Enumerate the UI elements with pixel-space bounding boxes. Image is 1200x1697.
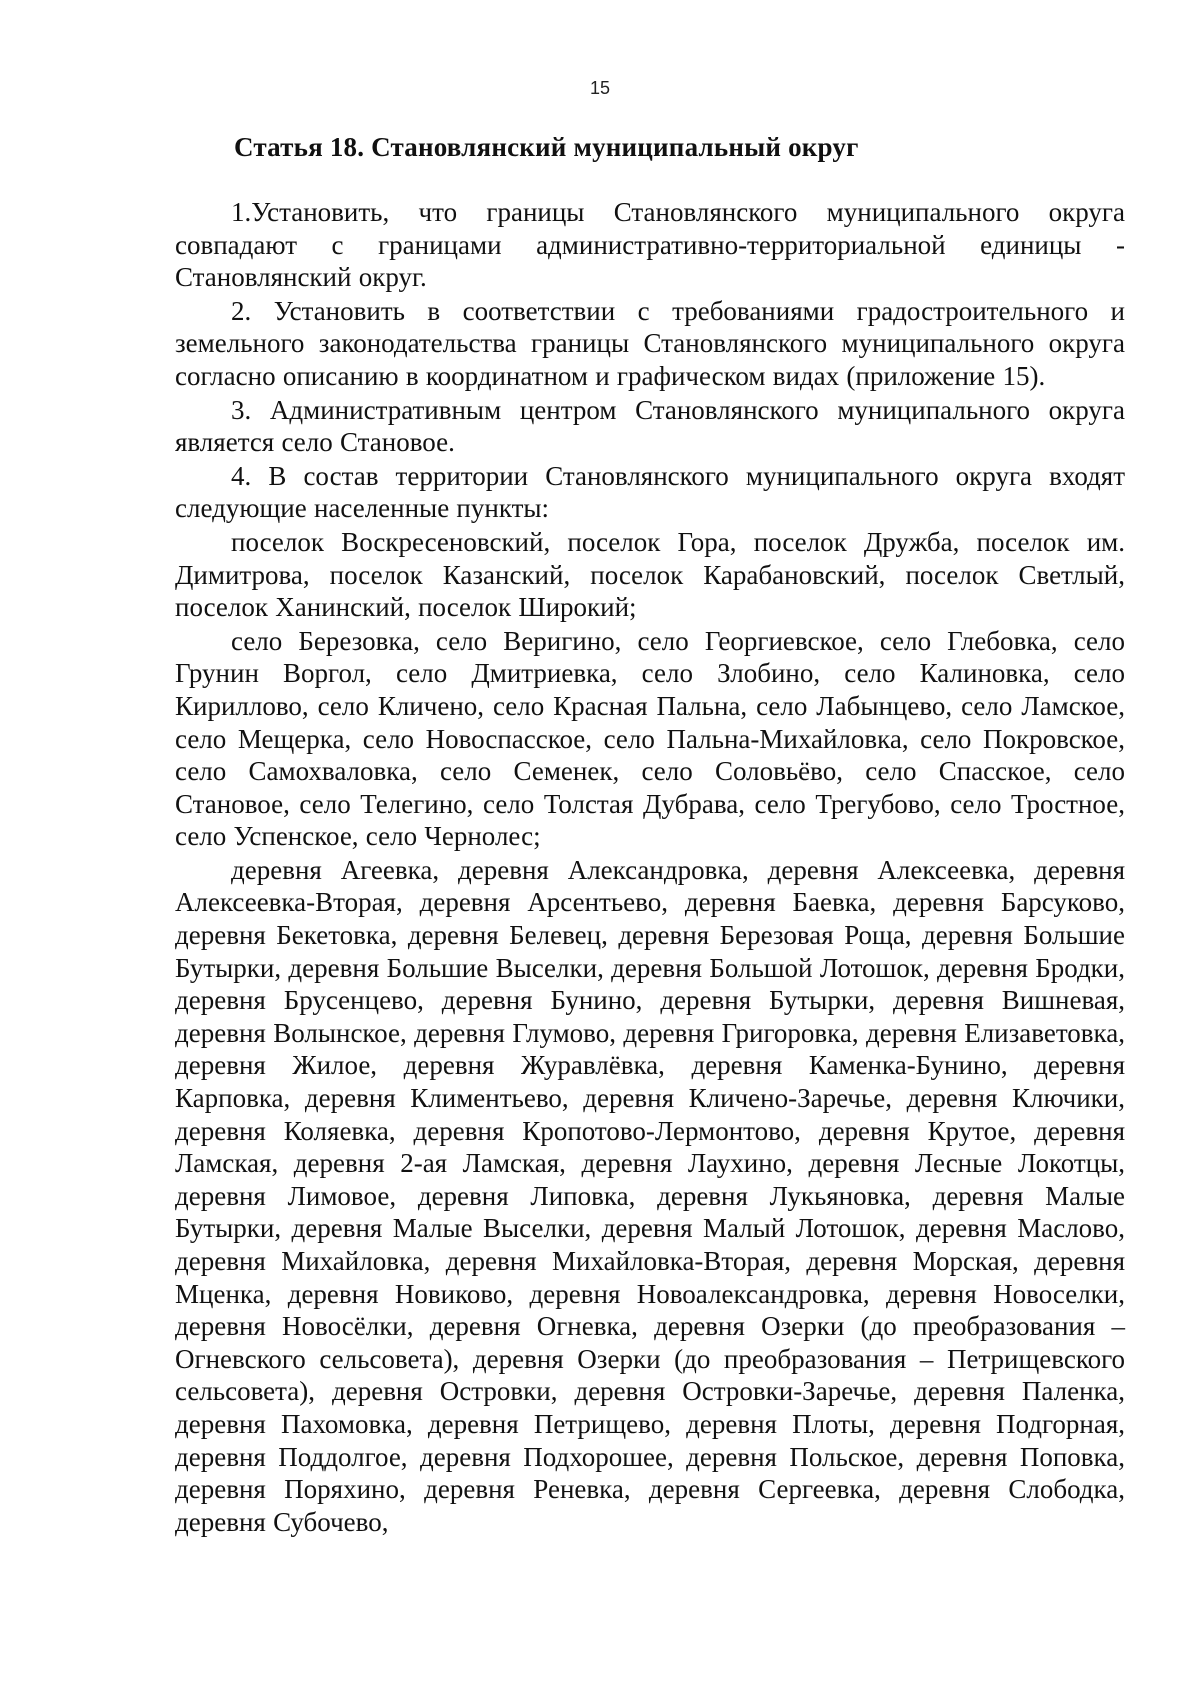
settlements-poselki: поселок Воскресеновский, поселок Гора, поселок Дружба, поселок им. Димитрова, поселок Казанский, поселок Карабановский, поселок Светлый, поселок Ханинский, поселок Широкий;	[175, 526, 1125, 623]
page-number: 15	[589, 78, 611, 98]
article-heading: Статья 18. Становлянский муниципальный округ	[234, 132, 859, 162]
paragraph-4: 4. В состав территории Становлянского муниципального округа входят следующие населенные пункты:	[175, 460, 1125, 524]
paragraph-2: 2. Установить в соответствии с требованиями градостроительного и земельного законодательства границы Становлянского муниципального округа согласно описанию в координатном и графическом видах (приложение 15).	[175, 295, 1125, 391]
article-body	[175, 196, 1125, 1538]
settlements-derevni: деревня Агеевка, деревня Александровка, деревня Алексеевка, деревня Алексеевка-Вторая, деревня Арсентьево, деревня Баевка, деревня Барсуково, деревня Бекетовка, деревня Белевец, деревня Березовая Роща, деревня Большие Бутырки, деревня Большие Выселки, деревня Большой Лотошок, деревня Бродки, деревня Брусенцево, деревня Бунино, деревня Бутырки, деревня Вишневая, деревня Волынское, деревня Глумово, деревня Григоровка, деревня Елизаветовка, деревня Жилое, деревня Журавлёвка, деревня Каменка-Бунино, деревня Карповка, деревня Климентьево, деревня Кличено-Заречье, деревня Ключики, деревня Коляевка, деревня Кропотово-Лермонтово, деревня Крутое, деревня Ламская, деревня 2-ая Ламская, деревня Лаухино, деревня Лесные Локотцы, деревня Лимовое, деревня Липовка, деревня Лукьяновка, деревня Малые Бутырки, деревня Малые Выселки, деревня Малый Лотошок, деревня Маслово, деревня Михайловка, деревня Михайловка-Вторая, деревня Морская, деревня Мценка, деревня Новиково, деревня Новоалександровка, деревня Новоселки, деревня Новосёлки, деревня Огневка, деревня Озерки (до преобразования – Огневского сельсовета), деревня Озерки (до преобразования – Петрищевского сельсовета), деревня Островки, деревня Островки-Заречье, деревня Паленка, деревня Пахомовка, деревня Петрищево, деревня Плоты, деревня Подгорная, деревня Поддолгое, деревня Подхорошее, деревня Польское, деревня Поповка, деревня Поряхино, деревня Реневка, деревня Сергеевка, деревня Слободка, деревня Субочево,	[175, 854, 1125, 1537]
paragraph-1: 1.Установить, что границы Становлянского муниципального округа совпадают с границами административно-территориальной единицы - Становлянский округ.	[175, 197, 1125, 293]
settlements-sela: село Березовка, село Веригино, село Георгиевское, село Глебовка, село Грунин Воргол, село Дмитриевка, село Злобино, село Калиновка, село Кириллово, село Кличено, село Красная Пальна, село Лабынцево, село Ламское, село Мещерка, село Новоспасское, село Пальна-Михайловка, село Покровское, село Самохваловка, село Семенек, село Соловьёво, село Спасское, село Становое, село Телегино, село Толстая Дубрава, село Трегубово, село Тростное, село Успенское, село Чернолес;	[175, 625, 1125, 852]
paragraph-3: 3. Административным центром Становлянского муниципального округа является село Становое.	[175, 394, 1125, 458]
